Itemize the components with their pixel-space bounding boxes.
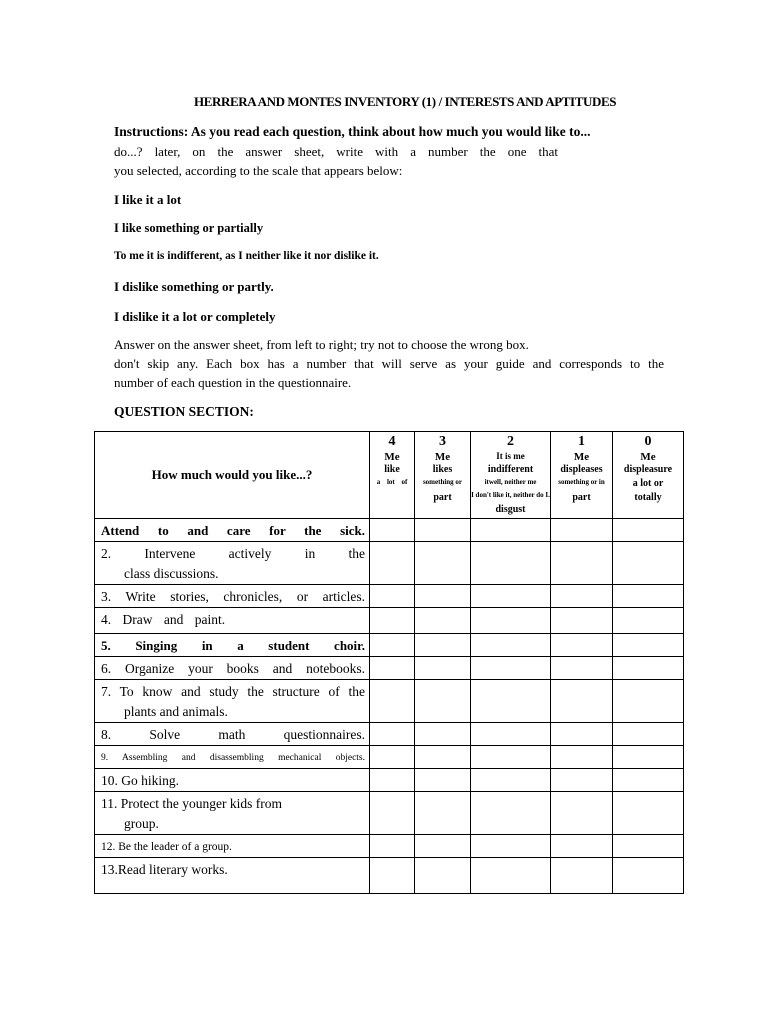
header-col-0: [613, 432, 684, 519]
question-label: 3. Write stories, chronicles, or articles.: [101, 589, 365, 604]
col-2-number: 2: [507, 434, 514, 449]
answer-cell-4[interactable]: [370, 608, 415, 634]
question-text-cell: [95, 519, 370, 542]
question-text-cell: [95, 835, 370, 858]
question-label: 8. Solve math questionnaires.: [101, 727, 365, 742]
col-2-line-3: itwell, neither me: [484, 478, 537, 486]
header-col-1: [551, 432, 613, 519]
question-text-cell: [95, 746, 370, 769]
answer-cell-3[interactable]: [415, 608, 471, 634]
answer-cell-3[interactable]: [415, 680, 471, 723]
question-label: Attend to and care for the sick.: [101, 523, 365, 538]
question-row: [95, 680, 684, 723]
col-0-number: 0: [644, 434, 652, 449]
col-3-line-1: Me: [434, 451, 451, 463]
answer-cell-4[interactable]: [370, 519, 415, 542]
question-label-continuation: plants and animals.: [124, 704, 228, 719]
question-row: [95, 542, 684, 585]
answer-cell-2[interactable]: [471, 835, 551, 858]
answer-cell-3[interactable]: [415, 723, 471, 746]
answer-cell-0[interactable]: [613, 634, 684, 657]
question-table: [94, 431, 684, 894]
question-label: 11. Protect the younger kids from: [101, 796, 282, 811]
header-col-4: [370, 432, 415, 519]
question-text-cell: [95, 657, 370, 680]
answer-cell-4[interactable]: [370, 585, 415, 608]
answer-cell-4[interactable]: [370, 657, 415, 680]
answer-cell-0[interactable]: [613, 680, 684, 723]
question-label: 12. Be the leader of a group.: [101, 841, 232, 853]
question-text-cell: [95, 585, 370, 608]
answer-cell-0[interactable]: [613, 542, 684, 585]
answer-cell-2[interactable]: [471, 746, 551, 769]
question-text-cell: [95, 634, 370, 657]
question-label-continuation: class discussions.: [124, 566, 219, 581]
answer-cell-3[interactable]: [415, 746, 471, 769]
answer-cell-4[interactable]: [370, 634, 415, 657]
answer-cell-2[interactable]: [471, 657, 551, 680]
question-label: 6. Organize your books and notebooks.: [101, 661, 365, 676]
scale-option-2: To me it is indifferent, as I neither like it nor dislike it.: [114, 250, 379, 262]
question-row: [95, 585, 684, 608]
answer-cell-0[interactable]: [613, 792, 684, 835]
answer-cell-3[interactable]: [415, 858, 471, 894]
question-label: 4. Draw and paint.: [101, 612, 226, 627]
instructions-line-2: do...? later, on the answer sheet, write with a number the one that: [114, 144, 558, 159]
document-title: HERRERA AND MONTES INVENTORY (1) / INTERESTS AND APTITUDES: [194, 94, 617, 109]
answer-cell-4[interactable]: [370, 769, 415, 792]
answer-cell-2[interactable]: [471, 634, 551, 657]
answer-cell-0[interactable]: [613, 769, 684, 792]
answer-cell-3[interactable]: [415, 542, 471, 585]
instructions-line-3: you selected, according to the scale that appears below:: [114, 163, 403, 178]
answer-cell-4[interactable]: [370, 542, 415, 585]
col-4-line-2: like: [384, 464, 400, 475]
question-row: [95, 858, 684, 894]
scale-option-0: I dislike it a lot or completely: [114, 309, 276, 324]
question-label: 13.Read literary works.: [101, 862, 228, 877]
col-3-number: 3: [439, 434, 446, 449]
answer-cell-0[interactable]: [613, 858, 684, 894]
answer-cell-2[interactable]: [471, 723, 551, 746]
answer-cell-3[interactable]: [415, 585, 471, 608]
answer-cell-1[interactable]: [551, 608, 613, 634]
question-label: 5. Singing in a student choir.: [101, 638, 365, 653]
col-1-line-2: displeases: [560, 464, 603, 475]
answer-cell-1[interactable]: [551, 858, 613, 894]
answer-cell-2[interactable]: [471, 608, 551, 634]
instructions-heading: Instructions: As you read each question, think about how much you would like to...: [114, 124, 591, 139]
question-label: 9. Assembling and disassembling mechanical objects.: [101, 753, 365, 763]
col-1-line-4: part: [572, 492, 591, 503]
col-2-line-2: indifferent: [487, 464, 534, 475]
header-col-2: [471, 432, 551, 519]
question-text-cell: [95, 792, 370, 835]
answer-cell-1[interactable]: [551, 792, 613, 835]
answer-cell-1[interactable]: [551, 723, 613, 746]
question-label: 7. To know and study the structure of the: [101, 684, 365, 699]
answer-cell-1[interactable]: [551, 746, 613, 769]
answer-cell-0[interactable]: [613, 746, 684, 769]
answer-cell-3[interactable]: [415, 769, 471, 792]
answer-instructions-line-1: Answer on the answer sheet, from left to right; try not to choose the wrong box.: [114, 337, 529, 352]
scale-option-1: I dislike something or partly.: [114, 279, 274, 294]
answer-cell-1[interactable]: [551, 634, 613, 657]
answer-cell-2[interactable]: [471, 792, 551, 835]
answer-cell-4[interactable]: [370, 680, 415, 723]
scale-option-3: I like something or partially: [114, 221, 264, 235]
col-0-line-2: displeasure: [623, 464, 673, 475]
question-row: [95, 746, 684, 769]
answer-cell-2[interactable]: [471, 769, 551, 792]
answer-cell-1[interactable]: [551, 680, 613, 723]
answer-cell-0[interactable]: [613, 519, 684, 542]
section-heading: QUESTION SECTION:: [114, 404, 254, 419]
col-2-line-1: It is me: [496, 451, 525, 461]
answer-cell-1[interactable]: [551, 519, 613, 542]
col-4-line-3: a lot of: [376, 478, 408, 486]
col-4-number: 4: [388, 434, 396, 449]
question-row: [95, 657, 684, 680]
table-header-row: [95, 432, 684, 519]
question-row: [95, 519, 684, 542]
answer-cell-3[interactable]: [415, 634, 471, 657]
answer-cell-3[interactable]: [415, 792, 471, 835]
question-text-cell: [95, 542, 370, 585]
col-2-line-4: I don't like it, neither do I.: [471, 491, 550, 499]
answer-cell-0[interactable]: [613, 835, 684, 858]
answer-cell-4[interactable]: [370, 746, 415, 769]
answer-cell-1[interactable]: [551, 835, 613, 858]
answer-cell-0[interactable]: [613, 585, 684, 608]
col-0-line-3: a lot or: [632, 478, 664, 489]
col-1-line-1: Me: [573, 451, 590, 463]
answer-cell-2[interactable]: [471, 585, 551, 608]
answer-cell-4[interactable]: [370, 858, 415, 894]
answer-cell-1[interactable]: [551, 769, 613, 792]
answer-cell-0[interactable]: [613, 723, 684, 746]
answer-cell-4[interactable]: [370, 792, 415, 835]
col-1-number: 1: [578, 434, 585, 449]
col-2-line-5: disgust: [495, 504, 526, 515]
question-text-cell: [95, 769, 370, 792]
answer-cell-2[interactable]: [471, 542, 551, 585]
question-label: 2. Intervene actively in the: [101, 546, 365, 561]
answer-cell-2[interactable]: [471, 680, 551, 723]
answer-cell-3[interactable]: [415, 657, 471, 680]
question-label: 10. Go hiking.: [101, 773, 180, 788]
question-row: [95, 835, 684, 858]
question-rows: [95, 519, 684, 894]
question-row: [95, 608, 684, 634]
col-1-line-3: something or in: [558, 478, 605, 486]
answer-cell-1[interactable]: [551, 542, 613, 585]
question-text-cell: [95, 608, 370, 634]
question-text-cell: [95, 858, 370, 894]
question-text-cell: [95, 723, 370, 746]
col-0-line-4: totally: [634, 492, 662, 503]
answer-cell-4[interactable]: [370, 835, 415, 858]
question-text-cell: [95, 680, 370, 723]
col-0-line-1: Me: [640, 451, 656, 463]
answer-cell-1[interactable]: [551, 657, 613, 680]
scale-option-4: I like it a lot: [114, 192, 182, 207]
col-3-line-4: part: [433, 492, 452, 503]
answer-cell-3[interactable]: [415, 519, 471, 542]
header-col-3: [415, 432, 471, 519]
answer-cell-4[interactable]: [370, 723, 415, 746]
answer-cell-2[interactable]: [471, 519, 551, 542]
answer-cell-1[interactable]: [551, 585, 613, 608]
answer-cell-3[interactable]: [415, 835, 471, 858]
answer-cell-2[interactable]: [471, 858, 551, 894]
question-row: [95, 723, 684, 746]
col-3-line-2: likes: [432, 464, 453, 475]
col-3-line-3: something or: [422, 478, 463, 486]
answer-cell-0[interactable]: [613, 608, 684, 634]
question-row: [95, 634, 684, 657]
answer-instructions-line-3: number of each question in the questionnaire.: [114, 375, 352, 390]
col-4-line-1: Me: [384, 451, 400, 463]
answer-instructions-line-2: don't skip any. Each box has a number that will serve as your guide and corresponds to the: [114, 356, 664, 371]
header-question-cell: How much would you like...?: [95, 432, 370, 519]
question-label-continuation: group.: [124, 816, 159, 831]
question-row: [95, 792, 684, 835]
question-row: [95, 769, 684, 792]
answer-cell-0[interactable]: [613, 657, 684, 680]
